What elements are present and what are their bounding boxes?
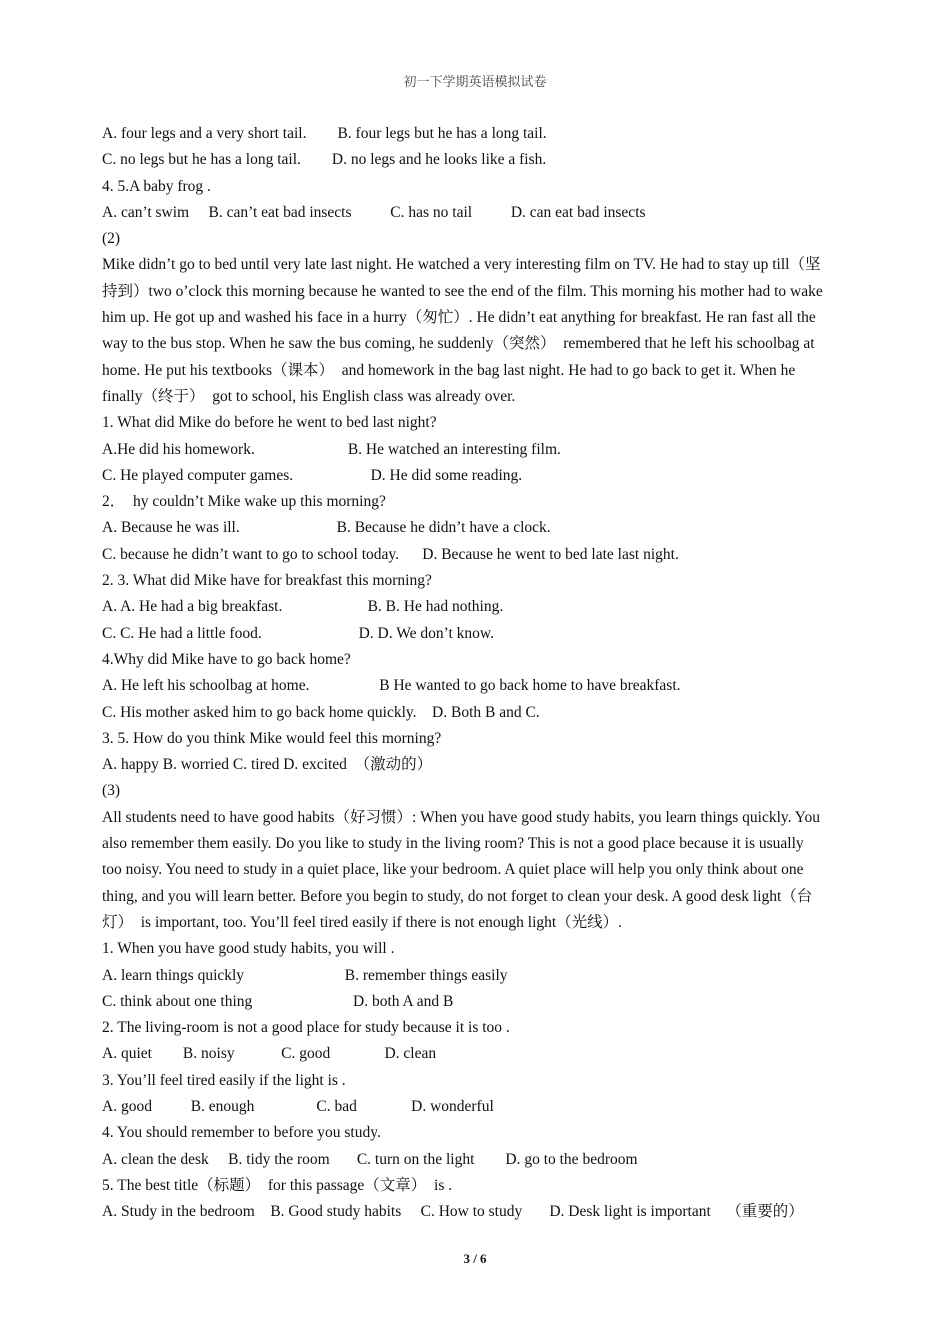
section-label: (3) [102, 782, 121, 800]
option-line: A. can’t swim B. can’t eat bad insects C. has no tail D. can eat bad insects [102, 203, 646, 221]
question-line: 1. What did Mike do before he went to bed last night? [102, 414, 437, 432]
passage-line: him up. He got up and washed his face in a hurry（匆忙）. He didn’t eat anything for breakfast. He ran fast all the [102, 309, 816, 327]
option-line: A. good B. enough C. bad D. wonderful [102, 1097, 494, 1115]
passage-line: Mike didn’t go to bed until very late last night. He watched a very interesting film on TV. He had to stay up till（坚 [102, 256, 821, 274]
option-line: C. C. He had a little food. D. D. We don’t know. [102, 624, 494, 642]
passage-line: way to the bus stop. When he saw the bus coming, he suddenly（突然） remembered that he left his schoolbag at [102, 335, 815, 353]
question-line: 4.Why did Mike have to go back home? [102, 650, 351, 668]
passage-line: home. He put his textbooks（课本） and homework in the bag last night. He had to go back to get it. When he [102, 361, 796, 379]
option-line: C. His mother asked him to go back home quickly. D. Both B and C. [102, 703, 540, 721]
passage-line: thing, and you will learn better. Before you begin to study, do not forget to clean your desk. A good desk light（台 [102, 887, 813, 905]
question-line: 2. The living-room is not a good place for study because it is too . [102, 1019, 510, 1037]
option-line: C. because he didn’t want to go to school today. D. Because he went to bed late last night. [102, 545, 679, 563]
page-number: 3 / 6 [463, 1251, 487, 1266]
question-line: 5. The best title（标题） for this passage（文章） is . [102, 1176, 453, 1194]
option-line: A. quiet B. noisy C. good D. clean [102, 1045, 437, 1063]
option-line: A. learn things quickly B. remember things easily [102, 966, 508, 984]
page-header: 初一下学期英语模拟试卷 [403, 75, 547, 90]
question-line: 2. 3. What did Mike have for breakfast this morning? [102, 572, 432, 590]
document-body [102, 121, 892, 1225]
question-line: 4. You should remember to before you study. [102, 1124, 381, 1142]
option-line: A. clean the desk B. tidy the room C. turn on the light D. go to the bedroom [102, 1150, 638, 1168]
question-line: 1. When you have good study habits, you will . [102, 940, 395, 958]
option-line: A. happy B. worried C. tired D. excited （激动的） [102, 756, 433, 774]
question-line: 3. 5. How do you think Mike would feel this morning? [102, 729, 442, 747]
passage-line: 持到）two o’clock this morning because he wanted to see the end of the film. This morning his mother had to wake [102, 282, 823, 300]
passage-line: 灯） is important, too. You’ll feel tired easily if there is not enough light（光线）. [102, 913, 623, 931]
section-label: (2) [102, 230, 121, 248]
question-line: 4. 5.A baby frog . [102, 177, 211, 195]
option-line: A. He left his schoolbag at home. B He wanted to go back home to have breakfast. [102, 677, 681, 695]
option-line: C. no legs but he has a long tail. D. no legs and he looks like a fish. [102, 151, 547, 169]
passage-line: also remember them easily. Do you like to study in the living room? This is not a good place because it is usually [102, 835, 804, 853]
option-line: A. four legs and a very short tail. B. four legs but he has a long tail. [102, 125, 547, 142]
option-line: A. A. He had a big breakfast. B. B. He had nothing. [102, 598, 504, 616]
option-line: C. think about one thing D. both A and B [102, 992, 454, 1010]
option-line: C. He played computer games. D. He did some reading. [102, 466, 523, 484]
option-line: A. Because he was ill. B. Because he didn’t have a clock. [102, 519, 551, 537]
question-line: 3. You’ll feel tired easily if the light is . [102, 1071, 346, 1089]
passage-line: too noisy. You need to study in a quiet place, like your bedroom. A quiet place will help you only think about one [102, 861, 804, 879]
option-line: A.He did his homework. B. He watched an interesting film. [102, 440, 561, 458]
question-line: 2． hy couldn’t Mike wake up this morning? [102, 493, 386, 511]
passage-line: finally（终于） got to school, his English class was already over. [102, 387, 516, 405]
passage-line: All students need to have good habits（好习惯）: When you have good study habits, you learn things quickly. You [102, 808, 820, 826]
option-line: A. Study in the bedroom B. Good study habits C. How to study D. Desk light is important （重要的） [102, 1203, 804, 1221]
